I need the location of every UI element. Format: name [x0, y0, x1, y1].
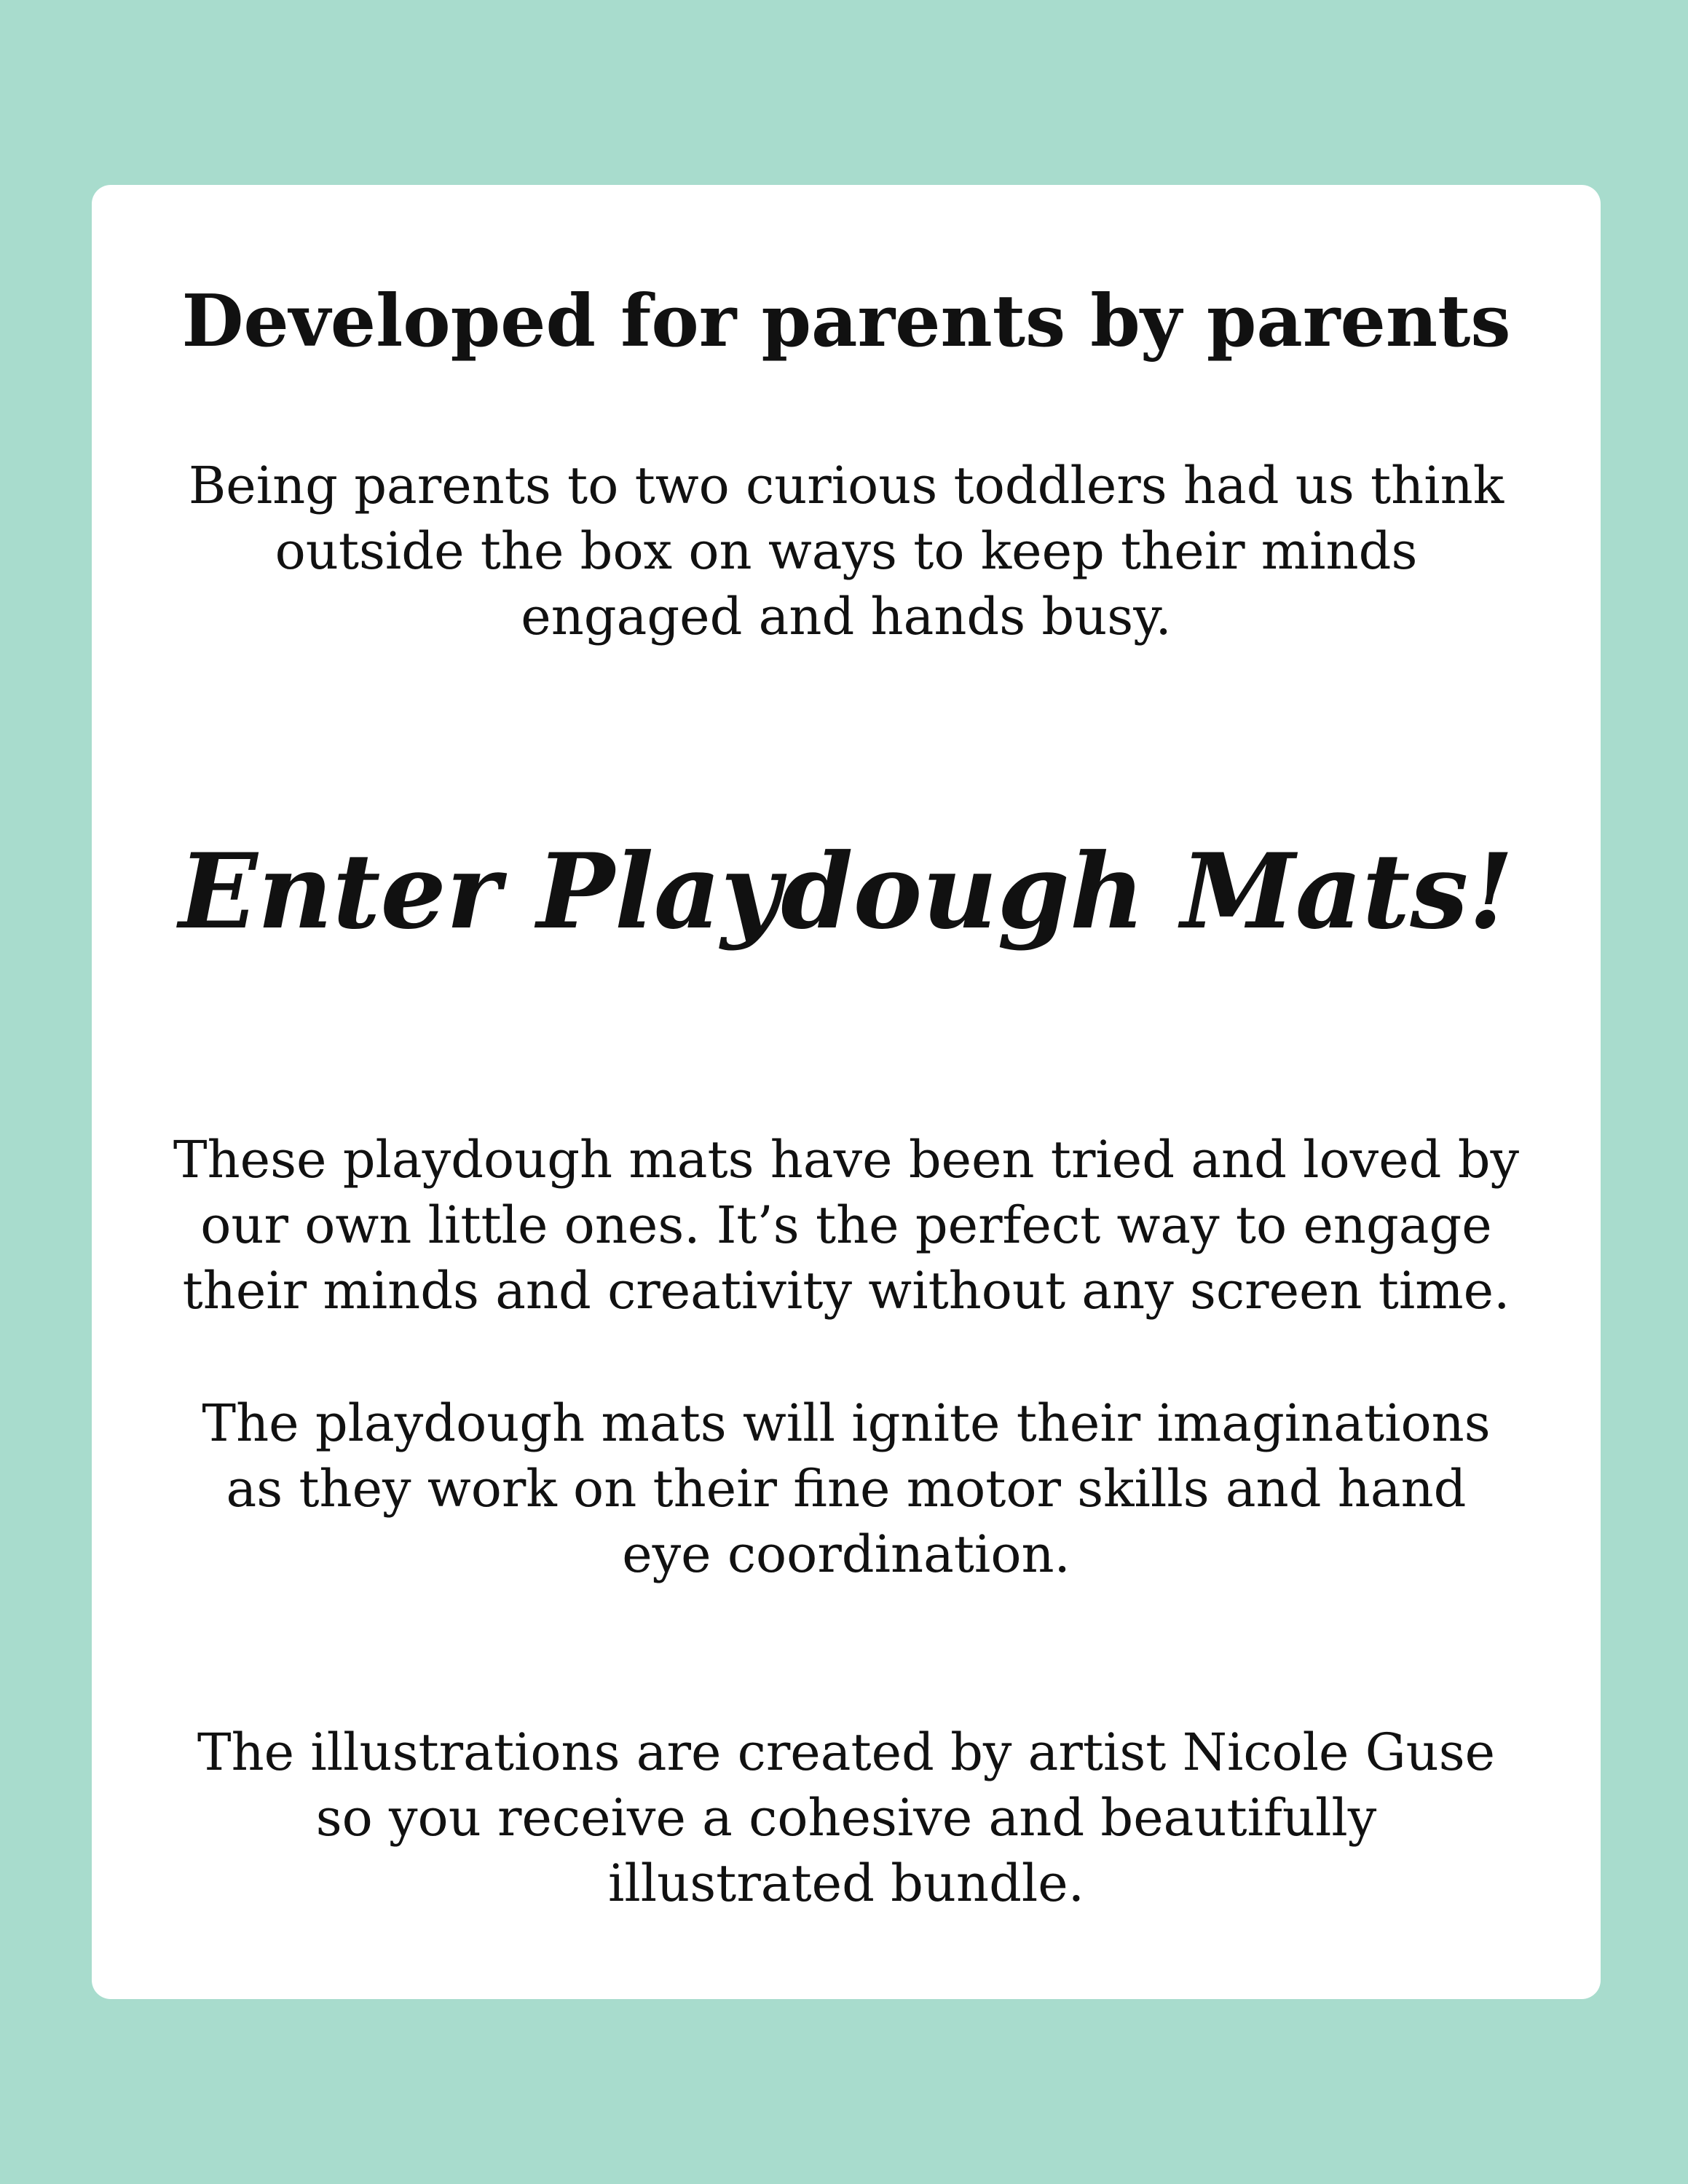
paragraph-line: The illustrations are created by artist Nicole Guse	[197, 1722, 1496, 1782]
paragraph-line: our own little ones. It’s the perfect way to engage	[200, 1195, 1492, 1255]
intro-line: engaged and hands busy.	[521, 587, 1172, 646]
paragraph-line: their minds and creativity without any screen time.	[182, 1261, 1510, 1321]
page-heading: Developed for parents by parents	[181, 280, 1511, 363]
intro-line: Being parents to two curious toddlers had us think	[188, 456, 1504, 515]
tagline: Enter Playdough Mats!	[178, 831, 1514, 952]
intro-line: outside the box on ways to keep their minds	[275, 521, 1418, 581]
paragraph-line: eye coordination.	[622, 1524, 1070, 1584]
paragraph-line: as they work on their fine motor skills and hand	[226, 1459, 1467, 1519]
paragraph-line: illustrated bundle.	[608, 1853, 1084, 1913]
content-card	[92, 185, 1601, 1999]
paragraph-line: These playdough mats have been tried and loved by	[173, 1130, 1520, 1190]
paragraph-line: so you receive a cohesive and beautifully	[315, 1788, 1377, 1848]
paragraph-line: The playdough mats will ignite their imaginations	[202, 1393, 1491, 1453]
